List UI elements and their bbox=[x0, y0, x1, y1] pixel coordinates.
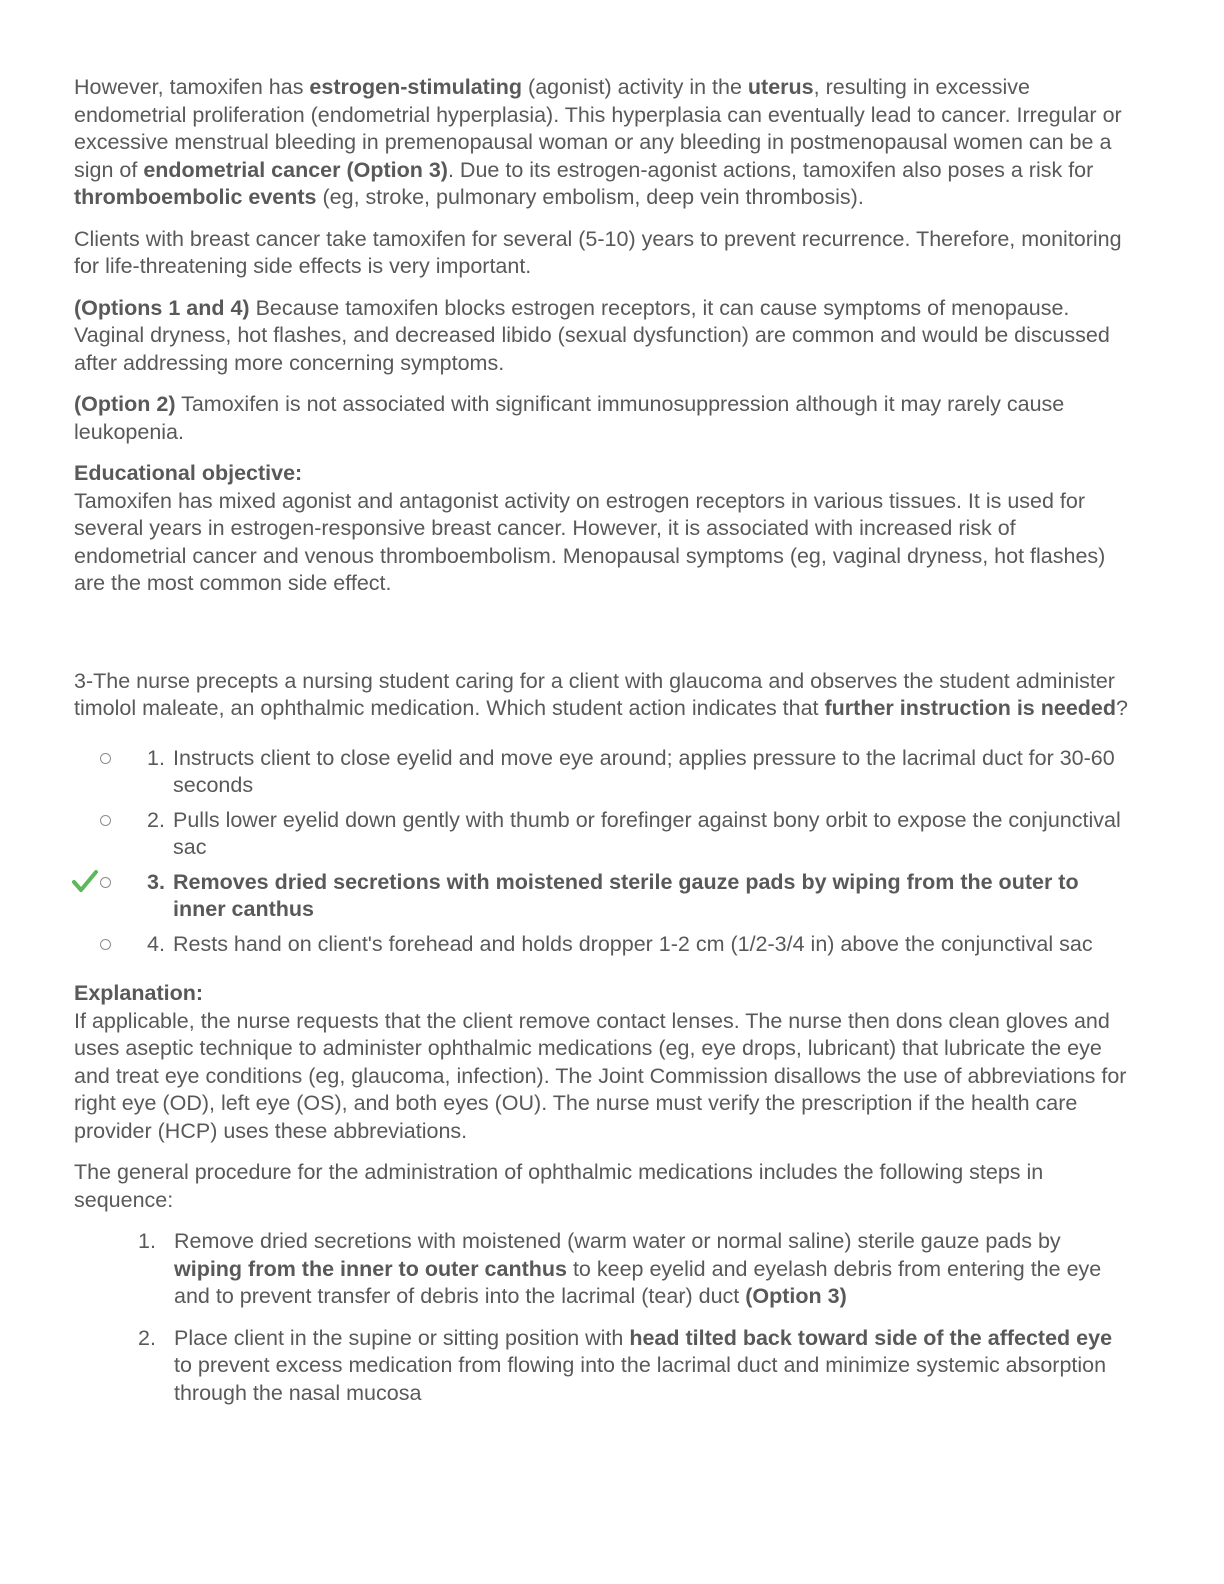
option-text: Instructs client to close eyelid and move eye around; applies pressure to the lacrimal duct for 30-60 seconds bbox=[173, 745, 1115, 797]
answer-option-2[interactable] bbox=[74, 807, 1128, 862]
intro-paragraph-4 bbox=[74, 391, 1128, 446]
educational-objective-heading: Educational objective: bbox=[74, 461, 303, 485]
answer-option-3[interactable] bbox=[74, 869, 1128, 924]
step-number: 1. bbox=[138, 1229, 156, 1253]
procedure-step-1 bbox=[74, 1228, 1128, 1311]
bold-run: further instruction is needed bbox=[824, 696, 1116, 720]
intro-paragraph-2: Clients with breast cancer take tamoxifen for several (5-10) years to prevent recurrence. Therefore, monitoring for life-threatening side effects is very important. bbox=[74, 226, 1122, 278]
option-text: Rests hand on client's forehead and holds dropper 1-2 cm (1/2-3/4 in) above the conjunctival sac bbox=[173, 931, 1093, 956]
text-run: ? bbox=[1116, 696, 1128, 720]
intro-paragraph-1 bbox=[74, 74, 1128, 212]
option-text: Pulls lower eyelid down gently with thumb or forefinger against bony orbit to expose the conjunctival sac bbox=[173, 807, 1121, 859]
educational-objective-text: Tamoxifen has mixed agonist and antagonist activity on estrogen receptors in various tissues. It is used for several years in estrogen-responsive breast cancer. However, it is associated with increased risk of endometrial cancer and venous thromboembolism. Menopausal symptoms (eg, vaginal dryness, hot flashes) are the most common side effect. bbox=[74, 488, 1106, 595]
radio-button-icon[interactable] bbox=[100, 939, 111, 950]
text-run: to prevent excess medication from flowing into the lacrimal duct and minimize systemic absorption through the nasal mucosa bbox=[174, 1353, 1107, 1405]
radio-button-icon[interactable] bbox=[100, 815, 111, 826]
text-run: However, tamoxifen has bbox=[74, 75, 310, 99]
option-number: 2. bbox=[147, 807, 165, 832]
text-run: Because tamoxifen blocks estrogen receptors, it can cause symptoms of menopause. Vaginal dryness, hot flashes, and decreased libido (sexual dysfunction) are common and would be discussed after addressing more concerning symptoms. bbox=[74, 295, 1110, 375]
bold-run: wiping from the inner to outer canthus bbox=[174, 1256, 567, 1281]
option-number: 1. bbox=[147, 745, 165, 770]
text-run: (eg, stroke, pulmonary embolism, deep vein thrombosis). bbox=[316, 185, 864, 209]
bold-run: (Options 1 and 4) bbox=[74, 295, 250, 320]
bold-run: thromboembolic events bbox=[74, 185, 317, 209]
text-run: . Due to its estrogen-agonist actions, tamoxifen also poses a risk for bbox=[447, 157, 1094, 182]
text-run: , resulting in excessive endometrial proliferation (endometrial hyperplasia). This hyperplasia can eventually lead to cancer. Irregular or excessive menstrual bleeding in premenopausal woman or any bleeding in postmenopausal women can be a sign of bbox=[74, 75, 1122, 182]
spacer bbox=[74, 612, 1128, 668]
bold-run: head tilted back toward side of the affected eye bbox=[629, 1325, 1113, 1350]
text-run: Tamoxifen is not associated with significant immunosuppression although it may rarely cause leukopenia. bbox=[74, 392, 1065, 444]
question-stem bbox=[74, 668, 1128, 723]
procedure-step-2 bbox=[74, 1325, 1128, 1408]
bold-run: (Option 2) bbox=[74, 392, 176, 416]
explanation-heading: Explanation: bbox=[74, 981, 204, 1005]
step-number: 2. bbox=[138, 1325, 156, 1350]
text-run: (agonist) activity in the bbox=[522, 75, 748, 99]
procedure-steps bbox=[74, 1228, 1128, 1407]
option-text: Removes dried secretions with moistened sterile gauze pads by wiping from the outer to inner canthus bbox=[173, 869, 1079, 921]
answer-option-1[interactable] bbox=[74, 745, 1128, 800]
text-run: to keep eyelid and eyelash debris from entering the eye and to prevent transfer of debris into the lacrimal (tear) duct bbox=[174, 1256, 1102, 1308]
checkmark-icon bbox=[72, 869, 98, 895]
answer-option-4[interactable] bbox=[74, 931, 1128, 959]
bold-run: uterus bbox=[747, 75, 814, 99]
bold-run: (Option 3) bbox=[745, 1284, 847, 1308]
radio-button-icon[interactable] bbox=[100, 877, 111, 888]
step-text bbox=[174, 1325, 1128, 1408]
explanation-paragraph-1: If applicable, the nurse requests that the client remove contact lenses. The nurse then dons clean gloves and uses aseptic technique to administer ophthalmic medications (eg, eye drops, lubricant) that lubricate the eye and treat eye conditions (eg, glaucoma, infection). The Joint Commission disallows the use of abbreviations for right eye (OD), left eye (OS), and both eyes (OU). The nurse must verify the prescription if the health care provider (HCP) uses these abbreviations. bbox=[74, 1008, 1127, 1143]
radio-button-icon[interactable] bbox=[100, 753, 111, 764]
text-run: 3-The nurse precepts a nursing student caring for a client with glaucoma and observes the student administer timolol maleate, an ophthalmic medication. Which student action indicates that bbox=[74, 668, 1115, 720]
explanation-paragraph-2: The general procedure for the administration of ophthalmic medications includes the following steps in sequence: bbox=[74, 1160, 1044, 1212]
intro-paragraph-3 bbox=[74, 295, 1128, 378]
bold-run: endometrial cancer (Option 3) bbox=[143, 157, 448, 182]
bold-run: estrogen-stimulating bbox=[309, 75, 523, 99]
option-number: 4. bbox=[147, 931, 165, 956]
text-run: Place client in the supine or sitting position with bbox=[174, 1325, 630, 1350]
step-text bbox=[174, 1228, 1128, 1311]
text-run: Remove dried secretions with moistened (warm water or normal saline) sterile gauze pads by bbox=[174, 1229, 1061, 1253]
option-number: 3. bbox=[147, 869, 165, 894]
answer-options bbox=[74, 745, 1128, 959]
